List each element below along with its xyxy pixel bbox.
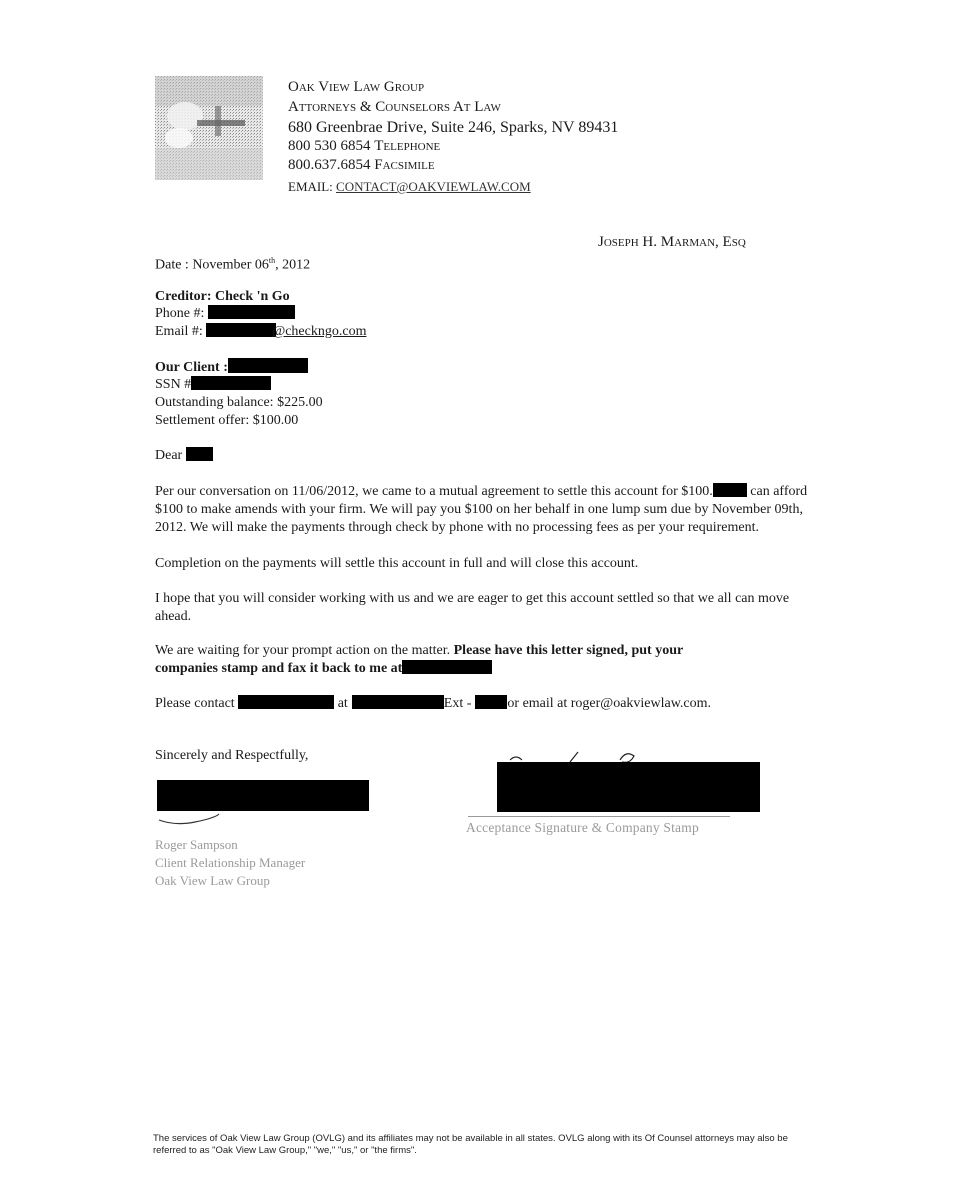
redaction-box bbox=[352, 695, 444, 709]
firm-fax-label: Facsimile bbox=[374, 157, 435, 173]
creditor-phone bbox=[155, 305, 295, 323]
body-p1-a: Per our conversation on 11/06/2012, we came to a mutual agreement to settle this account for $100. bbox=[155, 484, 713, 499]
creditor-phone-label: Phone #: bbox=[155, 306, 205, 321]
salutation-text: Dear bbox=[155, 448, 183, 463]
closing: Sincerely and Respectfully, bbox=[155, 748, 309, 763]
contact-d: or email at roger@oakviewlaw.com. bbox=[507, 696, 712, 711]
body-p4-b: Please have this letter signed, put your companies stamp and fax it back to me at bbox=[155, 643, 683, 676]
firm-name: Oak View Law Group bbox=[288, 79, 425, 95]
body-paragraph-3: I hope that you will consider working with us and we are eager to get this account settled so that we all can move ahead. bbox=[155, 591, 790, 624]
acceptance-redaction bbox=[497, 762, 760, 812]
redaction-box bbox=[475, 695, 507, 709]
body-p1-b: can afford $100 to make amends with your firm. We will pay you $100 on her behalf in one lump sum due by November 09th, 2012. We will make the payments through check by phone with no processing fees as per your requirement. bbox=[155, 484, 808, 535]
firm-phone-label: Telephone bbox=[374, 138, 441, 154]
footer-disclaimer: The services of Oak View Law Group (OVLG) and its affiliates may not be available in all states. OVLG along with its Of Counsel attorneys may also be referred to as "Oak View Law Group," "we," "us," or "the firms". bbox=[153, 1133, 788, 1156]
redaction-box bbox=[208, 305, 295, 319]
signer-name: Roger Sampson bbox=[155, 837, 238, 852]
contact-b: at bbox=[337, 696, 348, 711]
redaction-box bbox=[191, 376, 271, 390]
redaction-box bbox=[238, 695, 334, 709]
acceptance-label: Acceptance Signature & Company Stamp bbox=[466, 820, 699, 835]
firm-email-label: EMAIL: bbox=[288, 179, 333, 194]
creditor-email-domain: @checkngo.com bbox=[272, 324, 367, 339]
client-heading-label: Our Client : bbox=[155, 360, 228, 375]
client-ssn bbox=[155, 376, 271, 394]
date-suffix: , 2012 bbox=[275, 257, 311, 273]
salutation bbox=[155, 447, 213, 465]
redaction-box bbox=[206, 323, 276, 337]
body-paragraph-4 bbox=[155, 642, 715, 678]
acceptance-signature-line bbox=[468, 816, 730, 817]
firm-fax-line bbox=[288, 156, 435, 175]
signature-redaction bbox=[157, 780, 369, 811]
client-balance: Outstanding balance: $225.00 bbox=[155, 395, 323, 410]
firm-fax: 800.637.6854 bbox=[288, 157, 371, 173]
contact-line bbox=[155, 695, 711, 713]
creditor-heading: Creditor: Check 'n Go bbox=[155, 289, 290, 304]
contact-c: Ext - bbox=[443, 696, 472, 711]
firm-email-line bbox=[288, 177, 531, 196]
firm-phone-line bbox=[288, 137, 440, 156]
client-heading bbox=[155, 358, 308, 377]
redaction-box bbox=[713, 483, 747, 497]
firm-address: 680 Greenbrae Drive, Suite 246, Sparks, NV 89431 bbox=[288, 119, 619, 136]
attorney-name: Joseph H. Marman, Esq bbox=[598, 234, 746, 250]
creditor-email bbox=[155, 323, 366, 341]
creditor-email-label: Email #: bbox=[155, 324, 203, 339]
firm-email-link[interactable]: CONTACT@OAKVIEWLAW.COM bbox=[336, 179, 531, 194]
signer-org: Oak View Law Group bbox=[155, 873, 270, 888]
letter-date bbox=[155, 252, 310, 275]
body-p4-a: We are waiting for your prompt action on the matter. bbox=[155, 643, 451, 658]
date-sup: th bbox=[268, 256, 276, 265]
firm-phone: 800 530 6854 bbox=[288, 138, 371, 154]
firm-subtitle: Attorneys & Counselors At Law bbox=[288, 99, 501, 115]
contact-a: Please contact bbox=[155, 696, 235, 711]
client-offer: Settlement offer: $100.00 bbox=[155, 413, 299, 428]
signer-title: Client Relationship Manager bbox=[155, 855, 306, 870]
date-prefix: Date : November 06 bbox=[155, 257, 269, 273]
redaction-box bbox=[228, 358, 308, 373]
redaction-box bbox=[186, 447, 213, 461]
body-paragraph-2: Completion on the payments will settle this account in full and will close this account. bbox=[155, 556, 639, 571]
redaction-box bbox=[402, 660, 492, 674]
body-paragraph-1 bbox=[155, 483, 815, 537]
firm-logo bbox=[155, 76, 263, 180]
signature-scribble bbox=[155, 808, 235, 832]
client-ssn-label: SSN # bbox=[155, 377, 192, 392]
